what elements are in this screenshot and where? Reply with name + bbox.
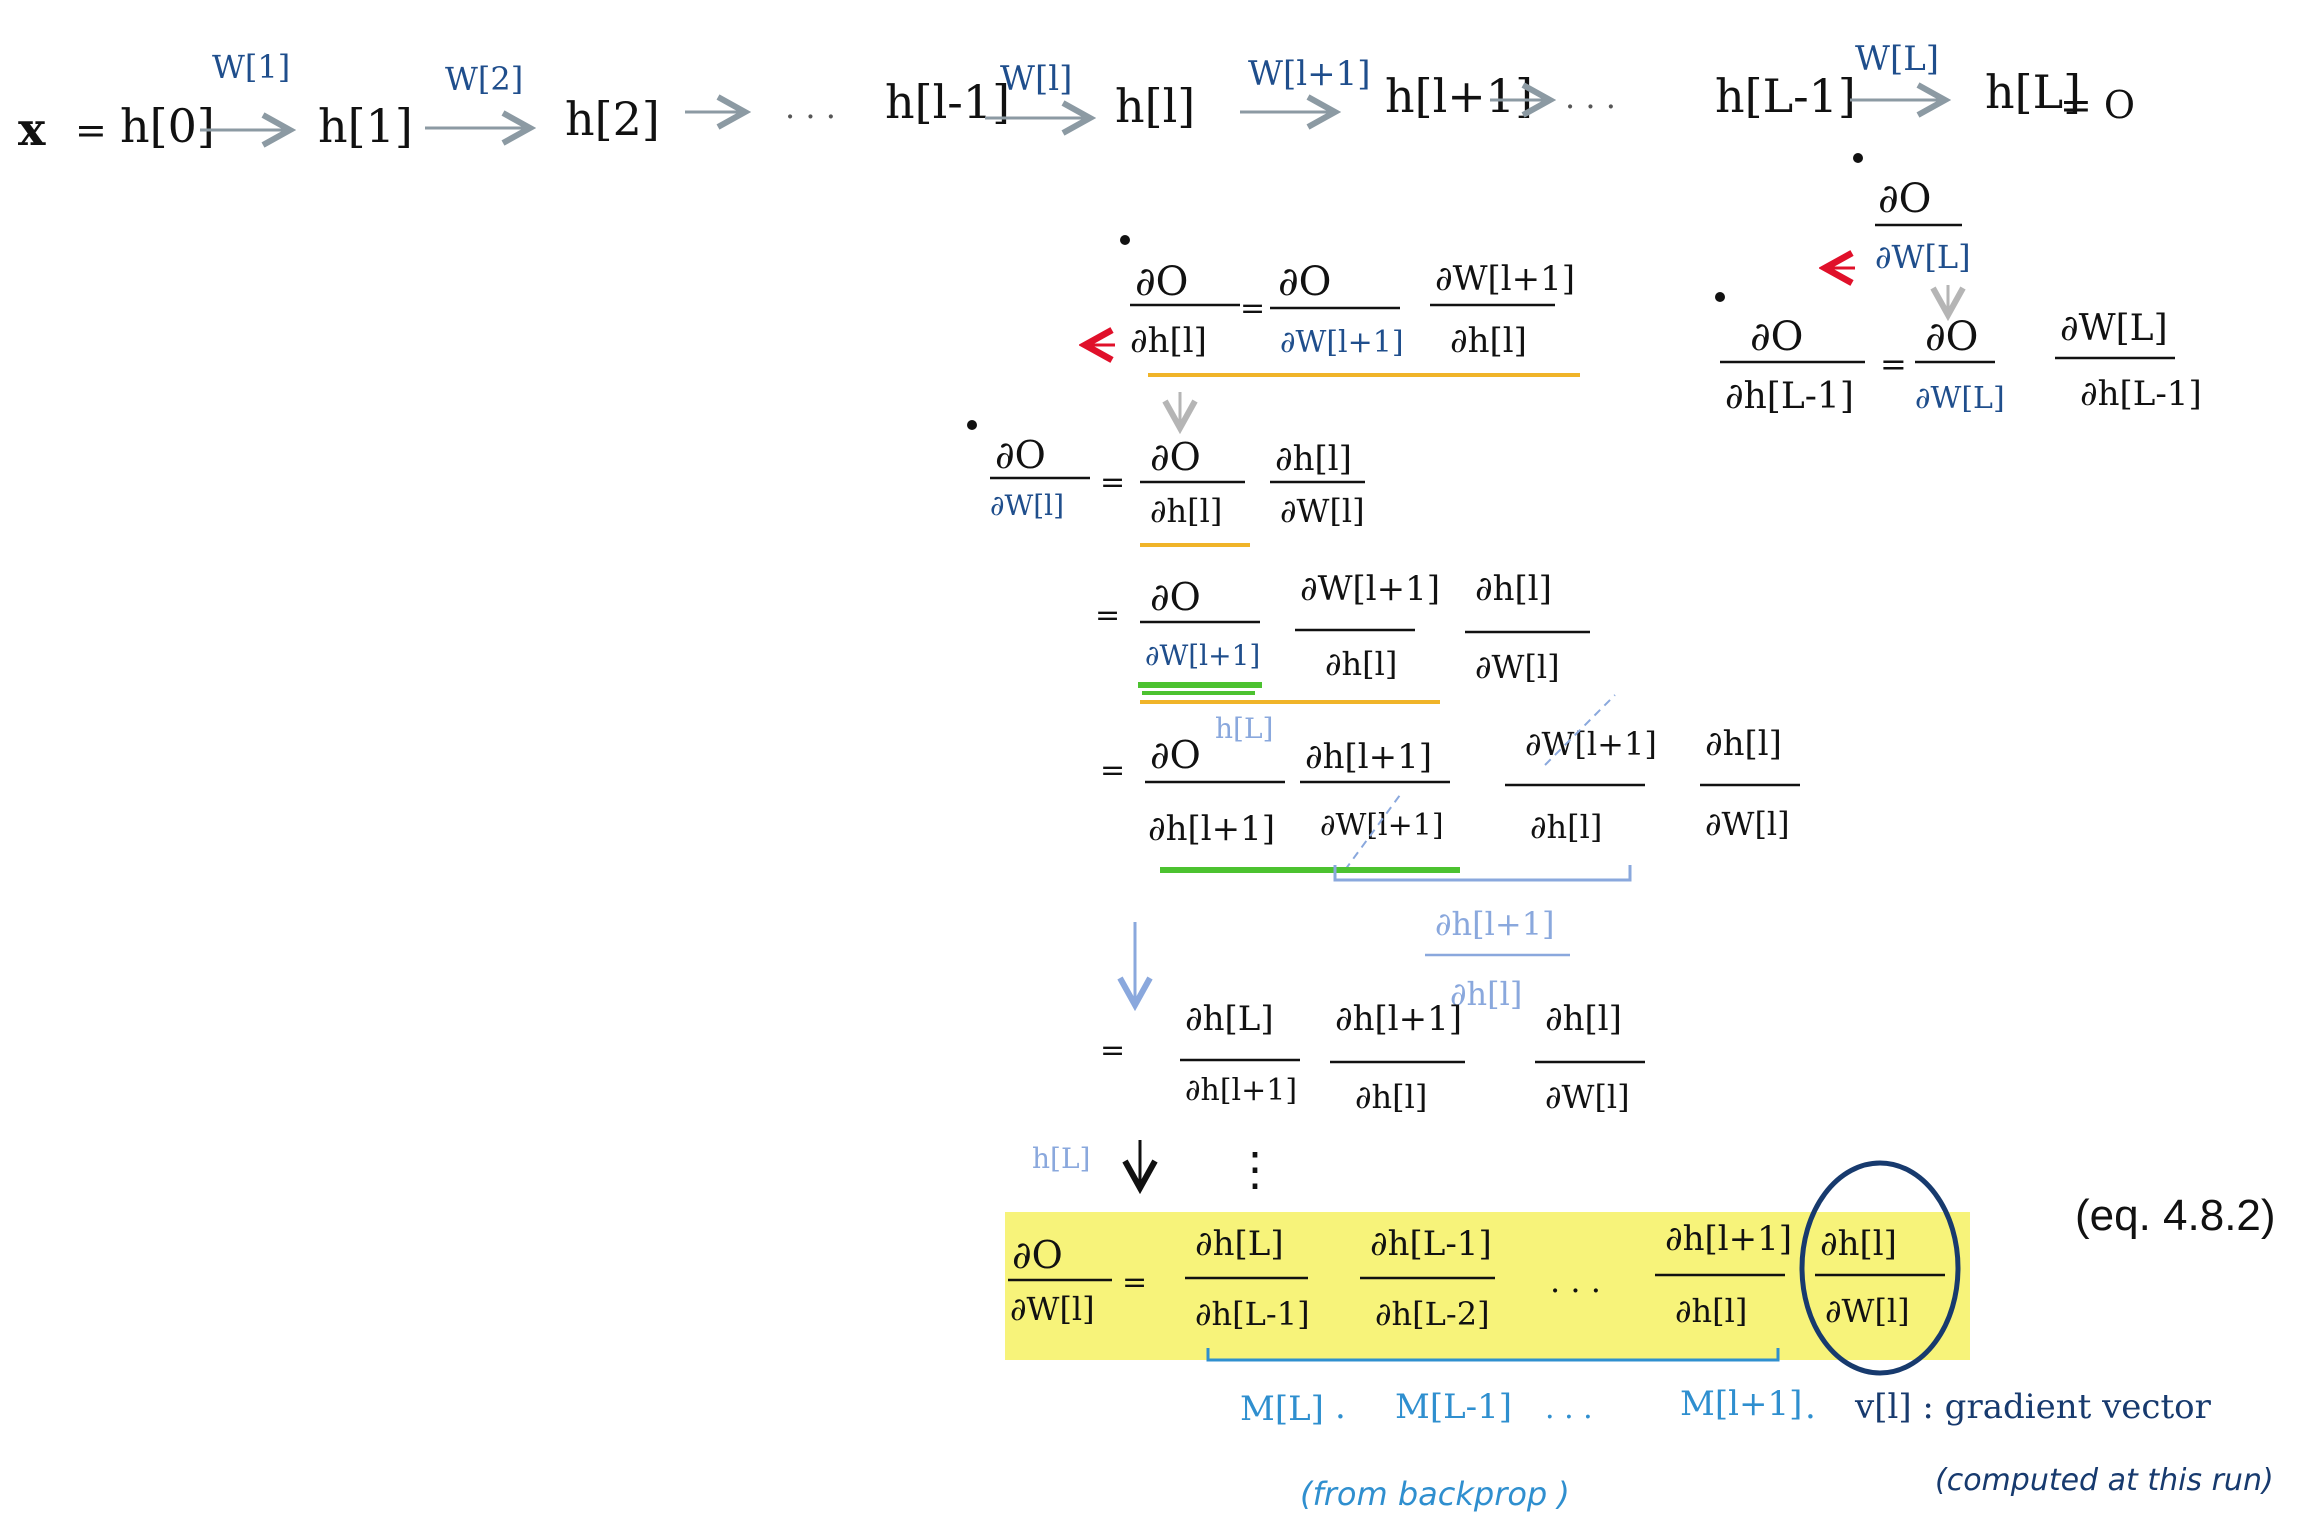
equals-sign: = — [1880, 345, 1907, 383]
gradient-vector-label: v[l] : gradient vector — [1855, 1387, 2211, 1427]
equals-sign: = — [1100, 753, 1126, 788]
vertical-ellipsis: ⋮ — [1232, 1142, 1278, 1196]
bullet-dot — [1120, 235, 1130, 245]
h-L-note: h[L] — [1215, 712, 1274, 745]
dot-separator: . — [1335, 1387, 1346, 1427]
from-backprop-note: (from backprop ) — [1300, 1475, 1570, 1513]
f1-num: ∂h[L] — [1185, 999, 1274, 1039]
f1-den: ∂h[l+1] — [1148, 809, 1276, 849]
f3-den: ∂W[l] — [1545, 1078, 1630, 1116]
f2-num: ∂W[L] — [2060, 308, 2168, 349]
lhs-num: ∂O — [995, 433, 1046, 477]
f3-den: ∂W[l] — [1475, 648, 1560, 686]
f3-num: ∂h[l] — [1545, 999, 1622, 1039]
lhs-den: ∂h[L-1] — [1725, 376, 1854, 417]
h1-node: h[1] — [318, 99, 413, 153]
f2-den: ∂h[L-2] — [1375, 1295, 1490, 1333]
f1-den: ∂W[l+1] — [1145, 639, 1261, 672]
f2-num: ∂W[l+1] — [1435, 259, 1576, 299]
f3-num: ∂W[l+1] — [1525, 725, 1657, 763]
lhs-num: ∂O — [1135, 259, 1189, 305]
f4-den: ∂W[l] — [1705, 805, 1790, 843]
equals-sign: = — [1240, 291, 1266, 326]
annotations — [1208, 1348, 2274, 1513]
bullet-dot — [967, 420, 977, 430]
f3-num: ∂h[l+1] — [1665, 1219, 1793, 1259]
equals-O: = O — [2060, 83, 2136, 127]
f2-num: ∂h[L-1] — [1370, 1224, 1492, 1264]
f2-num: ∂h[l] — [1275, 439, 1352, 479]
bullet-dot — [1853, 153, 1863, 163]
h-l-plus-1-node: h[l+1] — [1385, 69, 1534, 123]
f3-den: ∂h[l] — [1530, 808, 1603, 846]
m-L-minus-1-label: M[L-1] — [1395, 1387, 1513, 1427]
ellipsis-1: . . . — [785, 88, 836, 126]
top-frac-den: ∂W[L] — [1875, 238, 1971, 276]
lhs-den: ∂W[l] — [1010, 1290, 1095, 1328]
f3-den: ∂h[l] — [1675, 1292, 1748, 1330]
substitute-num: ∂h[l+1] — [1435, 905, 1555, 943]
lhs-num: ∂O — [1012, 1233, 1063, 1277]
equals-sign: = — [1100, 465, 1126, 500]
x-symbol: x — [18, 102, 46, 156]
ellipsis: . . . — [1550, 1262, 1601, 1300]
f2-num: ∂W[l+1] — [1300, 569, 1441, 609]
ellipsis-2: . . . — [1565, 78, 1616, 116]
f2-num: ∂h[l+1] — [1335, 999, 1463, 1039]
forward-chain — [18, 39, 2135, 156]
f2-den: ∂h[l] — [1355, 1078, 1428, 1116]
f4-num: ∂h[l] — [1705, 724, 1782, 764]
lhs-den: ∂h[l] — [1130, 321, 1207, 361]
w2-weight: W[2] — [445, 60, 524, 98]
f1-den: ∂W[l+1] — [1280, 325, 1404, 360]
equals-sign: = — [1095, 598, 1121, 633]
equals-sign: = — [1100, 1033, 1126, 1068]
h-l-minus-1-node: h[l-1] — [885, 75, 1011, 129]
lhs-num: ∂O — [1750, 314, 1804, 360]
f1-den: ∂h[L-1] — [1195, 1295, 1310, 1333]
f4-num: ∂h[l] — [1820, 1224, 1897, 1264]
dot-separator: . — [1805, 1387, 1816, 1427]
f4-den: ∂W[l] — [1825, 1292, 1910, 1330]
f2-den: ∂h[L-1] — [2080, 374, 2202, 414]
equation-number: (eq. 4.8.2) — [2075, 1191, 2276, 1240]
computed-at-run-note: (computed at this run) — [1935, 1463, 2274, 1498]
f2-den: ∂W[l+1] — [1320, 808, 1444, 843]
derivation-line-1 — [967, 420, 1365, 545]
m-l-plus-1-label: M[l+1] — [1680, 1384, 1803, 1424]
equals-sign: = — [75, 108, 107, 152]
f2-den: ∂W[l] — [1280, 492, 1365, 530]
h-l-node: h[l] — [1115, 79, 1196, 133]
derivation-line-2 — [1095, 569, 1590, 702]
f2-den: ∂h[l] — [1325, 645, 1398, 683]
f2-num: ∂h[l+1] — [1305, 737, 1433, 777]
f1-num: ∂O — [1150, 575, 1201, 619]
f2-den: ∂h[l] — [1450, 321, 1527, 361]
substitute-den: ∂h[l] — [1450, 975, 1523, 1013]
f1-num: ∂O — [1150, 733, 1201, 777]
top-frac-num: ∂O — [1878, 176, 1932, 222]
f1-den: ∂h[l+1] — [1185, 1073, 1298, 1108]
w-L-weight: W[L] — [1855, 39, 1940, 79]
f1-num: ∂O — [1150, 435, 1201, 479]
f1-den: ∂h[l] — [1150, 492, 1223, 530]
w-l-weight: W[l] — [1000, 59, 1073, 99]
f3-num: ∂h[l] — [1475, 569, 1552, 609]
f1-num: ∂h[L] — [1195, 1224, 1284, 1264]
derivation-line-4 — [1100, 999, 1645, 1116]
h0-node: h[0] — [120, 99, 215, 153]
right-block — [1715, 153, 2202, 417]
f1-den: ∂W[L] — [1915, 381, 2005, 416]
ellipsis: . . . — [1545, 1391, 1593, 1426]
f1-num: ∂O — [1925, 314, 1979, 360]
derivation-line-3 — [1100, 695, 1800, 1013]
equals-sign: = — [1122, 1265, 1148, 1300]
f1-num: ∂O — [1278, 259, 1332, 305]
h-L-note: h[L] — [1032, 1142, 1091, 1175]
final-equation — [1005, 1142, 2276, 1373]
w-l-plus-1-weight: W[l+1] — [1248, 54, 1371, 94]
w1-weight: W[1] — [212, 48, 291, 86]
h2-node: h[2] — [565, 92, 660, 146]
h-L-minus-1-node: h[L-1] — [1715, 69, 1856, 123]
m-L-label: M[L] — [1240, 1389, 1324, 1429]
lhs-den: ∂W[l] — [990, 489, 1065, 522]
h-L-node: h[L] — [1985, 65, 2082, 119]
middle-block — [1085, 235, 1580, 428]
bullet-dot — [1715, 292, 1725, 302]
